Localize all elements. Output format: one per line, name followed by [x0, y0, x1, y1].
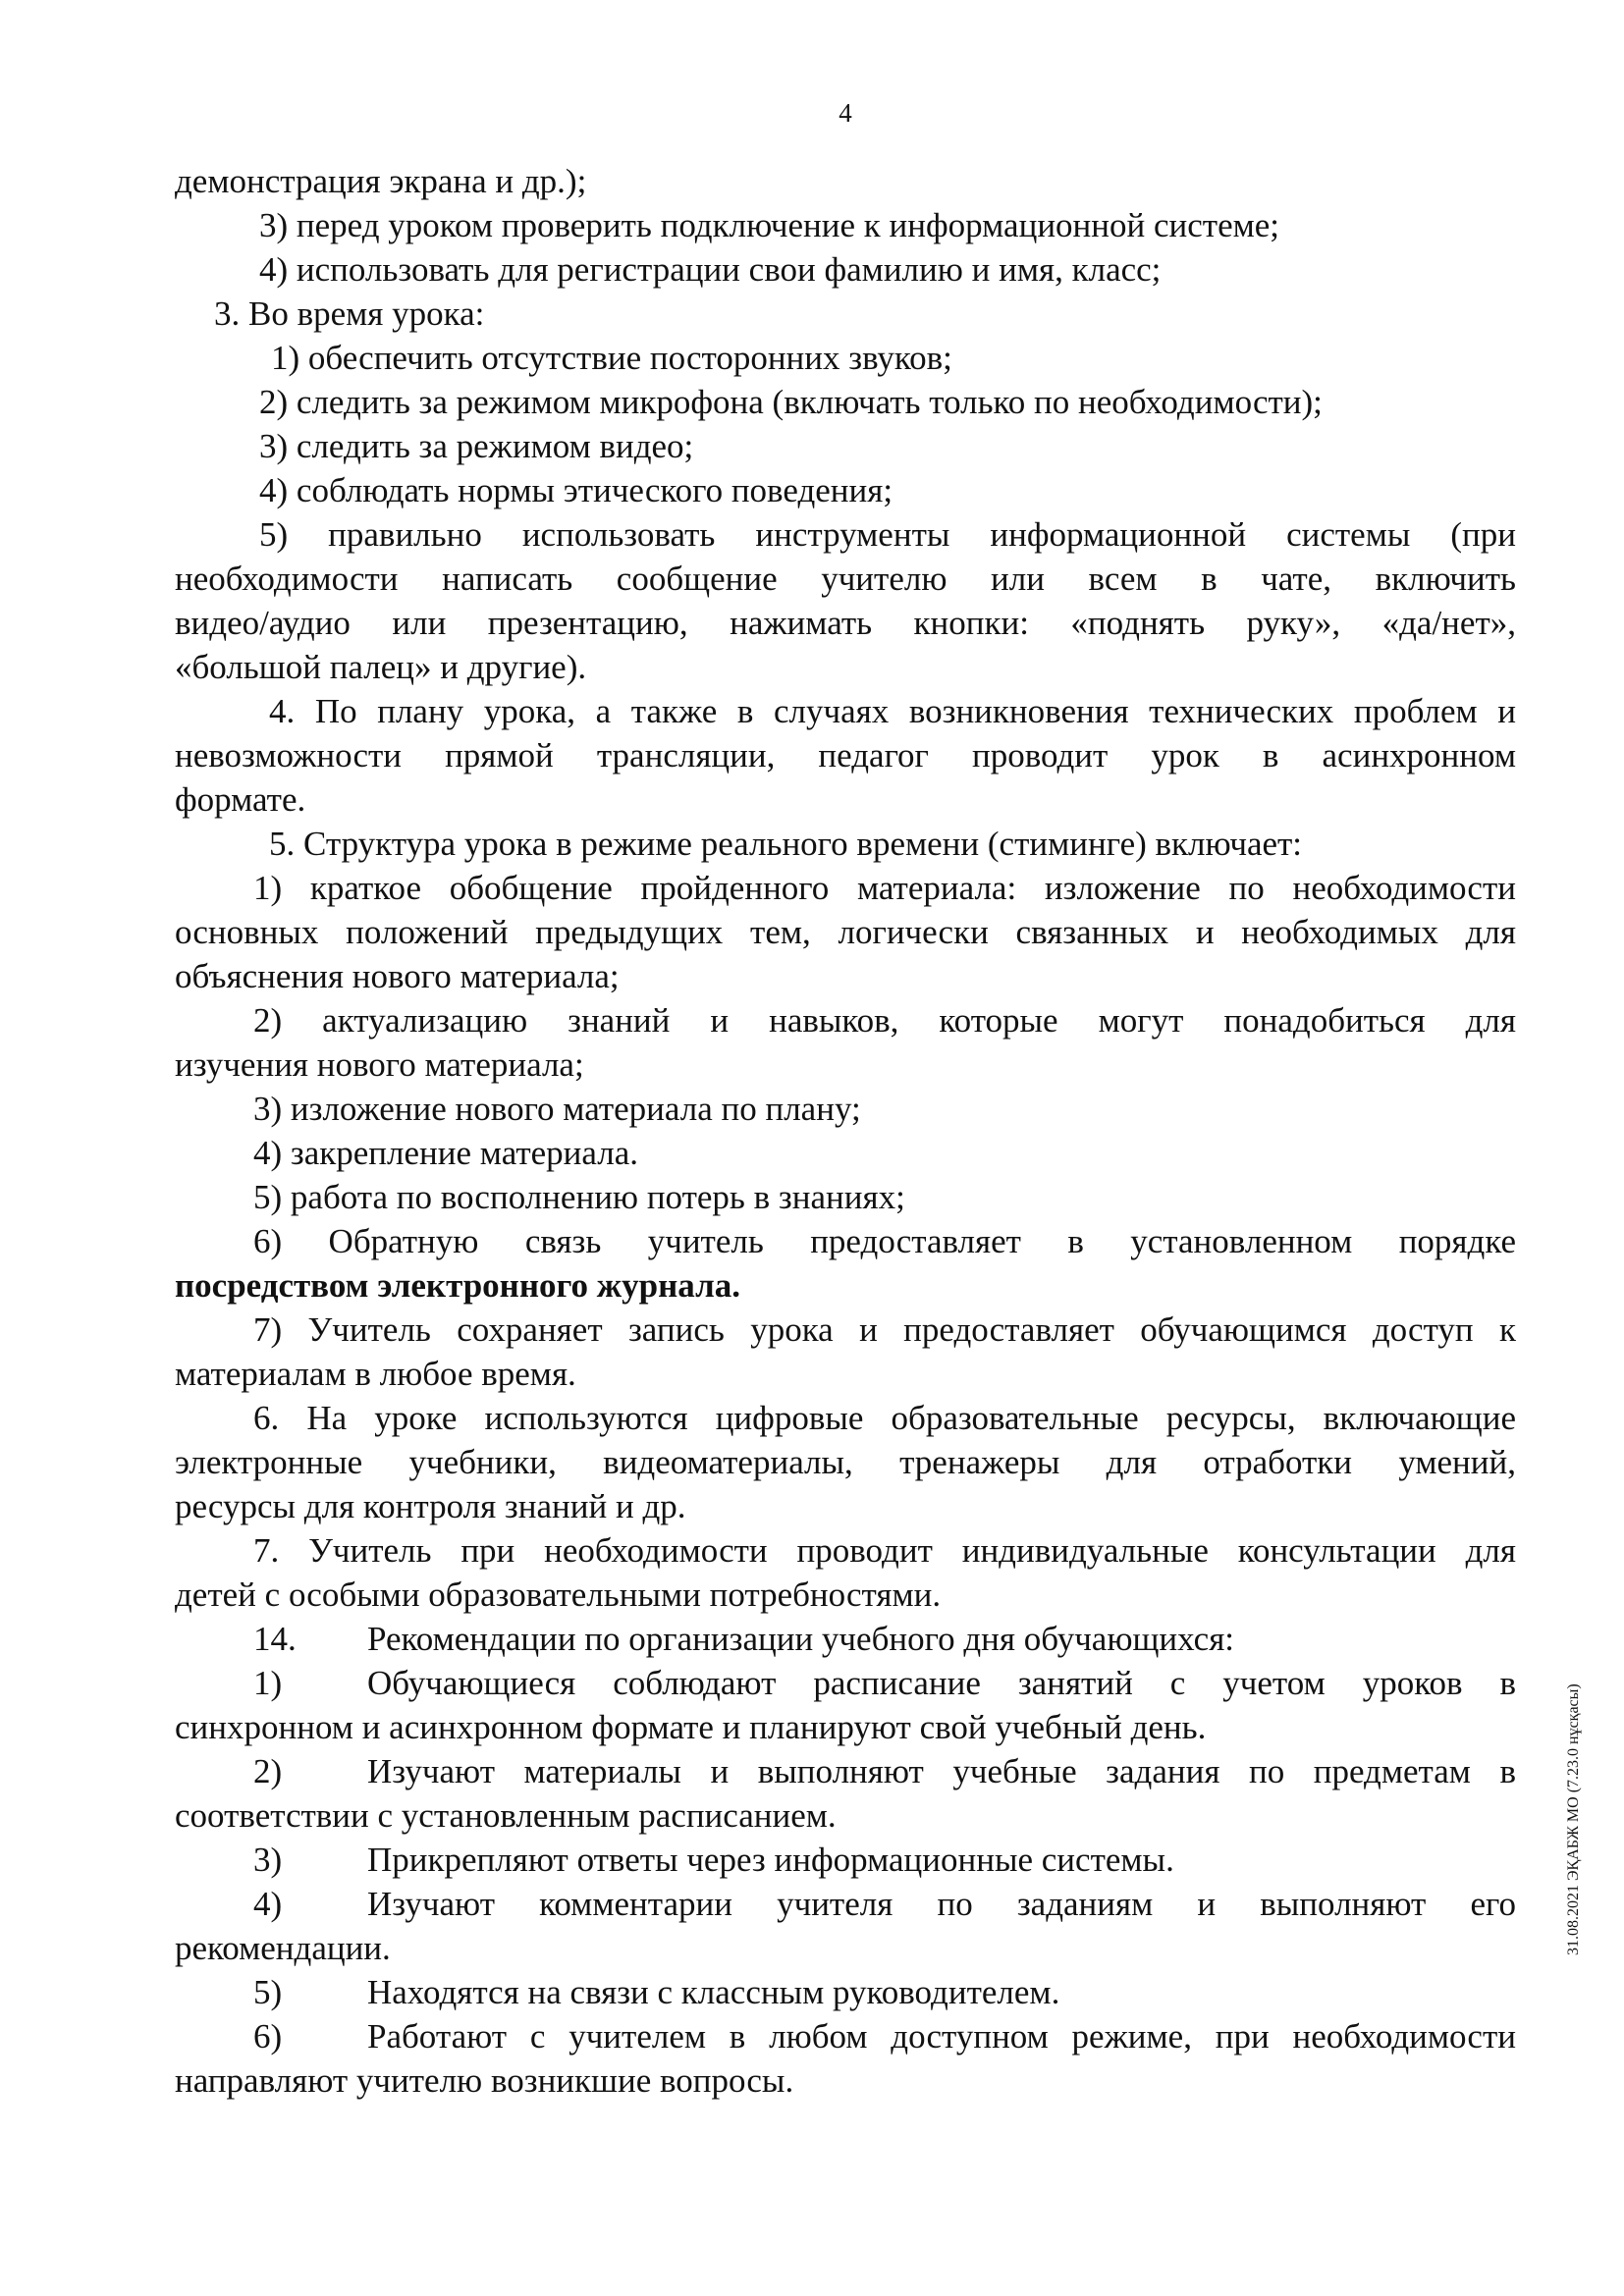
- text-line: синхронном и асинхронном формате и планируют свой учебный день.: [175, 1708, 1207, 1746]
- list-text: Работают с учителем в любом доступном режиме, при необходимости: [367, 2017, 1516, 2056]
- text-line: соответствии с установленным расписанием.: [175, 1796, 837, 1835]
- text-line: 1) краткое обобщение пройденного материала: изложение по необходимости: [253, 869, 1516, 907]
- text-line: демонстрация экрана и др.);: [175, 162, 587, 200]
- text-line: 7. Учитель при необходимости проводит индивидуальные консультации для: [253, 1531, 1516, 1570]
- text-line: 5) правильно использовать инструменты информационной системы (при: [259, 515, 1516, 554]
- text-line: 4. По плану урока, а также в случаях возникновения технических проблем и: [269, 692, 1516, 730]
- text-line: 3. Во время урока:: [214, 294, 485, 333]
- text-line: невозможности прямой трансляции, педагог проводит урок в асинхронном: [175, 736, 1516, 774]
- text-line: детей с особыми образовательными потребностями.: [175, 1575, 942, 1614]
- text-line: изучения нового материала;: [175, 1045, 584, 1084]
- list-item: [175, 1749, 1516, 1793]
- text-line: направляют учителю возникшие вопросы.: [175, 2061, 794, 2100]
- text-line: формате.: [175, 780, 306, 819]
- document-body: [175, 159, 1516, 2103]
- text-line: 3) перед уроком проверить подключение к информационной системе;: [259, 206, 1280, 244]
- text-line: «большой палец» и другие).: [175, 648, 587, 686]
- text-line: 4) соблюдать нормы этического поведения;: [259, 471, 893, 509]
- text-line: электронные учебники, видеоматериалы, тренажеры для отработки умений,: [175, 1443, 1516, 1481]
- list-number: 3): [253, 1841, 283, 1879]
- text-line: 2) следить за режимом микрофона (включать только по необходимости);: [259, 383, 1323, 421]
- text-line: рекомендации.: [175, 1929, 391, 1967]
- list-item: [175, 1661, 1516, 1705]
- text-line: 4) закрепление материала.: [253, 1134, 638, 1172]
- text-line: 1) обеспечить отсутствие посторонних звуков;: [271, 339, 952, 377]
- text-line: 4) использовать для регистрации свои фамилию и имя, класс;: [259, 250, 1162, 289]
- text-line: 2) актуализацию знаний и навыков, которые могут понадобиться для: [253, 1001, 1516, 1040]
- text-line: объяснения нового материала;: [175, 957, 620, 995]
- text-line-bold: посредством электронного журнала.: [175, 1266, 740, 1305]
- text-line: ресурсы для контроля знаний и др.: [175, 1487, 686, 1525]
- list-text: Рекомендации по организации учебного дня обучающихся:: [367, 1620, 1235, 1658]
- list-item: [175, 2014, 1516, 2058]
- text-line: основных положений предыдущих тем, логически связанных и необходимых для: [175, 913, 1516, 951]
- text-line: 5. Структура урока в режиме реального времени (стиминге) включает:: [269, 825, 1303, 863]
- list-number: 2): [253, 1752, 283, 1790]
- list-text: Обучающиеся соблюдают расписание занятий с учетом уроков в: [367, 1664, 1516, 1702]
- list-number: 1): [253, 1664, 283, 1702]
- list-item: [175, 1882, 1516, 1926]
- list-text: Прикрепляют ответы через информационные системы.: [367, 1841, 1174, 1879]
- list-item: [175, 1838, 1516, 1882]
- list-number: 14.: [253, 1620, 297, 1658]
- list-text: Изучают комментарии учителя по заданиям и выполняют его: [367, 1885, 1516, 1923]
- text-line: 3) изложение нового материала по плану;: [253, 1090, 861, 1128]
- text-line: видео/аудио или презентацию, нажимать кнопки: «поднять руку», «да/нет»,: [175, 604, 1516, 642]
- list-item: [175, 1970, 1516, 2014]
- text-line: 3) следить за режимом видео;: [259, 427, 694, 465]
- text-line: материалам в любое время.: [175, 1355, 576, 1393]
- list-number: 5): [253, 1973, 283, 2011]
- text-line: 6) Обратную связь учитель предоставляет в установленном порядке: [253, 1222, 1516, 1260]
- page-number: 4: [839, 98, 852, 128]
- text-line: необходимости написать сообщение учителю или всем в чате, включить: [175, 560, 1516, 598]
- list-text: Изучают материалы и выполняют учебные задания по предметам в: [367, 1752, 1516, 1790]
- list-item: [175, 1617, 1516, 1661]
- list-number: 6): [253, 2017, 283, 2056]
- text-line: 5) работа по восполнению потерь в знаниях;: [253, 1178, 905, 1216]
- electronic-document-stamp: 31.08.2021 ЭҚАБЖ МО (7.23.0 нұсқасы): [1565, 1683, 1582, 1955]
- list-number: 4): [253, 1885, 283, 1923]
- list-text: Находятся на связи с классным руководителем.: [367, 1973, 1060, 2011]
- text-line: 7) Учитель сохраняет запись урока и предоставляет обучающимся доступ к: [253, 1310, 1516, 1349]
- text-line: 6. На уроке используются цифровые образовательные ресурсы, включающие: [253, 1399, 1516, 1437]
